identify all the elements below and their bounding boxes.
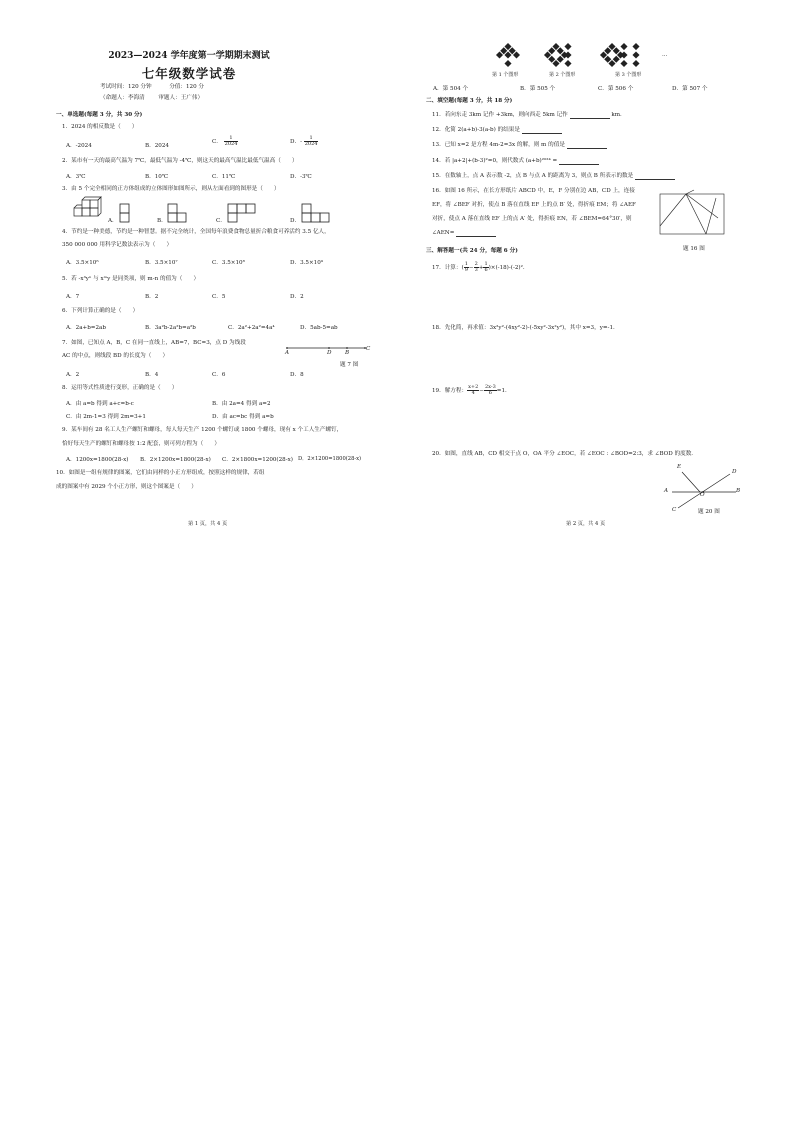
q1-option-d-label: D．-: [290, 139, 302, 145]
q10-pattern-figure: [496, 40, 676, 74]
q6-option-b: B．3a²b-2a²b=a²b: [145, 325, 196, 331]
q4-option-c: C．3.5×10⁸: [212, 260, 245, 266]
q3-option-b-figure: [166, 202, 190, 224]
q19-tail: =1.: [496, 388, 507, 394]
question-16-line2: EF，将 ∠BEF 对折，使点 B 落在直线 EF 上的点 B′ 处，得折痕 EM；将 ∠AEF: [432, 202, 636, 208]
pattern-ellipsis: ...: [662, 52, 668, 58]
q7-option-c: C．6: [212, 372, 226, 378]
q15-answer-blank[interactable]: [635, 174, 675, 180]
exam-author: （命题人：李海清: [100, 95, 145, 101]
q7-label-b: B: [345, 350, 350, 356]
q1-option-a: A．-2024: [66, 143, 92, 149]
q20-label-b: B: [736, 488, 741, 494]
q2-option-d: D．-3℃: [290, 174, 312, 180]
question-11: [432, 112, 626, 119]
section-2-heading: 二、填空题(每题 3 分，共 18 分): [426, 98, 513, 104]
q4-option-a: A．3.5×10⁶: [66, 260, 99, 266]
exam-title: 2023—2024 学年度第一学期期末测试: [108, 51, 270, 61]
exam-time: 考试时间：120 分钟: [100, 84, 152, 90]
q9-option-b: B．2×1200x=1800(28-x): [140, 457, 211, 463]
q13-text: 13．已知 x=2 是方程 4m-2=3x 的解，则 m 的值是: [432, 142, 565, 148]
q5-option-c: C．5: [212, 294, 226, 300]
q20-label-c: C: [672, 507, 677, 513]
question-19: 19．解方程： $\frac{x+2}{4}$ − $\frac{2x-3}{6}$ =1.: [432, 384, 507, 396]
q5-option-b: B．2: [145, 294, 159, 300]
q8-option-d: D．由 ac=bc 得到 a=b: [212, 414, 274, 420]
q19-fraction-2: $\frac{2x-3}{6}$: [484, 384, 496, 396]
q10-option-c: C．第 506 个: [598, 86, 634, 92]
q16-rectangle-figure: [656, 188, 730, 240]
question-13: [432, 142, 607, 149]
question-16-line4: [432, 230, 496, 237]
q3-option-c-figure: [226, 202, 258, 224]
q20-label-o: O: [700, 492, 705, 498]
exam-score: 分值：120 分: [169, 84, 205, 90]
q1-option-d: [290, 136, 318, 147]
question-10-line1: 10．如图是一组有规律的图案，它们由同样的小正方形组成，按照这样的规律，若组: [56, 470, 265, 476]
q13-answer-blank[interactable]: [567, 143, 607, 149]
q1-option-b: B．2024: [145, 143, 169, 149]
q3-solid-figure: [72, 198, 106, 222]
q17-fraction-2: $\frac{2}{3}$: [474, 261, 478, 273]
q17-fraction-3: $\frac{1}{6}$: [484, 261, 488, 273]
q16-figure-caption: 题 16 图: [683, 246, 705, 252]
q7-label-a: A: [285, 350, 290, 356]
q1-option-c-label: C．: [212, 139, 222, 145]
question-8: 8．运用等式性质进行变形，正确的是（ ）: [62, 385, 178, 391]
q9-option-d: D．2×1200=1800(28-x): [298, 456, 362, 462]
q7-option-a: A．2: [66, 372, 80, 378]
q3-option-b: B．: [157, 218, 167, 224]
q20-label-a: A: [664, 488, 669, 494]
q8-option-b: B．由 2a=4 得到 a=2: [212, 401, 271, 407]
q5-option-d: D．2: [290, 294, 304, 300]
q9-option-a: A．1200x=1800(28-x): [66, 457, 129, 463]
question-10-line2: 成的图案中有 2029 个小正方形，则这个图案是（ ）: [56, 484, 197, 490]
q20-label-e: E: [677, 464, 682, 470]
q20-label-d: D: [732, 469, 737, 475]
question-14: [432, 158, 599, 165]
question-7-line1: 7．如图，已知点 A，B，C 在同一直线上，AB=7，BC=3，点 D 为线段: [62, 340, 246, 346]
q19-text: 19．解方程：: [432, 388, 468, 394]
q7-label-c: C: [366, 346, 371, 352]
q14-answer-blank[interactable]: [559, 159, 599, 165]
q7-option-d: D．8: [290, 372, 304, 378]
question-15: [432, 173, 675, 180]
left-page-footer: 第 1 页，共 4 页: [188, 521, 228, 527]
q3-option-a-figure: [118, 202, 132, 224]
question-17: 17．计算：( $\frac{1}{9}$ − $\frac{2}{3}$ + $\frac{1}{6}$ )×(-18)-(-2)².: [432, 261, 525, 273]
pattern-caption-2: 第 2 个图形: [549, 72, 576, 78]
q6-option-a: A．2a+b=2ab: [66, 325, 106, 331]
q6-option-d: D．5ab-5=ab: [300, 325, 338, 331]
q16-answer-blank[interactable]: [456, 231, 496, 237]
q10-option-a: A．第 504 个: [433, 86, 469, 92]
q11-answer-blank[interactable]: [570, 113, 610, 119]
question-9-line2: 恰好每天生产的螺钉和螺母按 1:2 配套，则可列方程为（ ）: [62, 441, 220, 447]
q3-option-d: D．: [290, 218, 301, 224]
q17-tail: )×(-18)-(-2)².: [488, 265, 525, 271]
q7-figure-caption: 题 7 图: [340, 362, 359, 368]
q3-option-c: C．: [216, 218, 226, 224]
question-12: [432, 127, 562, 134]
q1-option-d-fraction: $\frac{1}{2024}$: [304, 135, 318, 147]
q20-intersecting-lines-figure: [668, 466, 742, 512]
q4-option-d: D．3.5×10⁹: [290, 260, 324, 266]
q19-fraction-1: $\frac{x+2}{4}$: [468, 384, 479, 396]
q11-text: 11．若向东走 3km 记作 +3km，则向西走 5km 记作: [432, 112, 568, 118]
q9-option-c: C．2×1800x=1200(28-x): [222, 457, 293, 463]
section-3-heading: 三、解答题一(共 24 分，每题 6 分): [426, 248, 518, 254]
q12-text: 12．化简 2(a+b)-3(a-b) 的结果是: [432, 127, 520, 133]
q17-fraction-1: $\frac{1}{9}$: [464, 261, 468, 273]
exam-subtitle: 七年级数学试卷: [141, 66, 237, 81]
q8-option-c: C．由 2m-1=3 得到 2m=3+1: [66, 414, 146, 420]
section-1-heading: 一、单选题(每题 3 分，共 30 分): [56, 112, 143, 118]
question-4-line2: 350 000 000 用科学记数法表示为（ ）: [62, 242, 173, 248]
q5-option-a: A．7: [66, 294, 80, 300]
question-16-line1: 16．如图 16 所示，在长方形纸片 ABCD 中，E，F 分别在边 AB，CD 上，连接: [432, 188, 635, 194]
q7-label-d: D: [327, 350, 332, 356]
question-4-line1: 4．节约是一种美德，节约是一种智慧。据不完全统计，全国每年浪费食物总量折合粮食可养活约 3.5 亿人，: [62, 229, 330, 235]
q10-option-b: B．第 505 个: [520, 86, 556, 92]
question-6: 6．下列计算正确的是（ ）: [62, 308, 139, 314]
q17-text: 17．计算：(: [432, 265, 464, 271]
exam-meta-line2: [100, 93, 203, 101]
q2-option-a: A．3℃: [66, 174, 86, 180]
exam-reviewer: 审题人：王广伟）: [158, 95, 204, 101]
q10-option-d: D．第 507 个: [672, 86, 708, 92]
exam-meta-line1: [100, 82, 204, 90]
question-9-line1: 9．某车间有 28 名工人生产螺钉和螺母，每人每天生产 1200 个螺钉或 1800 个螺母，现有 x 个工人生产螺钉，: [62, 427, 343, 433]
q12-answer-blank[interactable]: [522, 128, 562, 134]
q11-unit: km．: [611, 112, 626, 118]
pattern-caption-3: 第 3 个图形: [615, 72, 642, 78]
q2-option-c: C．11℃: [212, 174, 236, 180]
q6-option-c: C．2a²+2a²=4a⁴: [228, 325, 275, 331]
question-7-line2: AC 的中点，则线段 BD 的长度为（ ）: [62, 353, 169, 359]
question-1: 1．2024 的相反数是（ ）: [62, 124, 138, 130]
q3-option-a: A．: [108, 218, 118, 224]
q16-text-end: ∠AEN=: [432, 230, 455, 236]
q3-option-d-figure: [300, 202, 332, 224]
q7-option-b: B．4: [145, 372, 159, 378]
question-16-line3: 对折，使点 A 落在直线 EF 上的点 A′ 处，得折痕 EN，若 ∠BEM=64°30′，则: [432, 216, 632, 222]
q1-option-c-fraction: $\frac{1}{2024}$: [224, 135, 238, 147]
q2-option-b: B．10℃: [145, 174, 169, 180]
q1-option-c: [212, 136, 238, 147]
right-page-footer: 第 2 页，共 4 页: [566, 521, 606, 527]
question-2: 2．某市有一天的最高气温为 7℃，最低气温为 -4℃，则这天的最高气温比最低气温高（ ）: [62, 158, 298, 164]
q20-figure-caption: 题 20 图: [698, 509, 720, 515]
question-20: 20．如图，直线 AB，CD 相交于点 O，OA 平分 ∠EOC，若 ∠EOC : ∠BOD=2:3，求 ∠BOD 的度数.: [432, 451, 694, 457]
pattern-caption-1: 第 1 个图形: [492, 72, 519, 78]
q14-text: 14．若 |a+2|+(b-3)²=0，则代数式 (a+b)²⁰²⁴ =: [432, 158, 558, 164]
question-5: 5．若 -x³yⁿ 与 xᵐy 是同类项，则 m-n 的值为（ ）: [62, 276, 200, 282]
question-3: 3．由 5 个完全相同的正方体组成的立体图形如图所示，则从左面看到的图形是（ ）: [62, 186, 280, 192]
question-18: 18．先化简，再求值：3x²y²-(4xy²-2)-(-5xy²-3x²y²)，其中 x=3，y=-1.: [432, 325, 615, 331]
q15-text: 15．在数轴上，点 A 表示数 -2，点 B 与点 A 的距离为 3，则点 B 所表示的数是: [432, 173, 634, 179]
q4-option-b: B．3.5×10⁷: [145, 260, 178, 266]
q8-option-a: A．由 a=b 得到 a+c=b-c: [66, 401, 134, 407]
